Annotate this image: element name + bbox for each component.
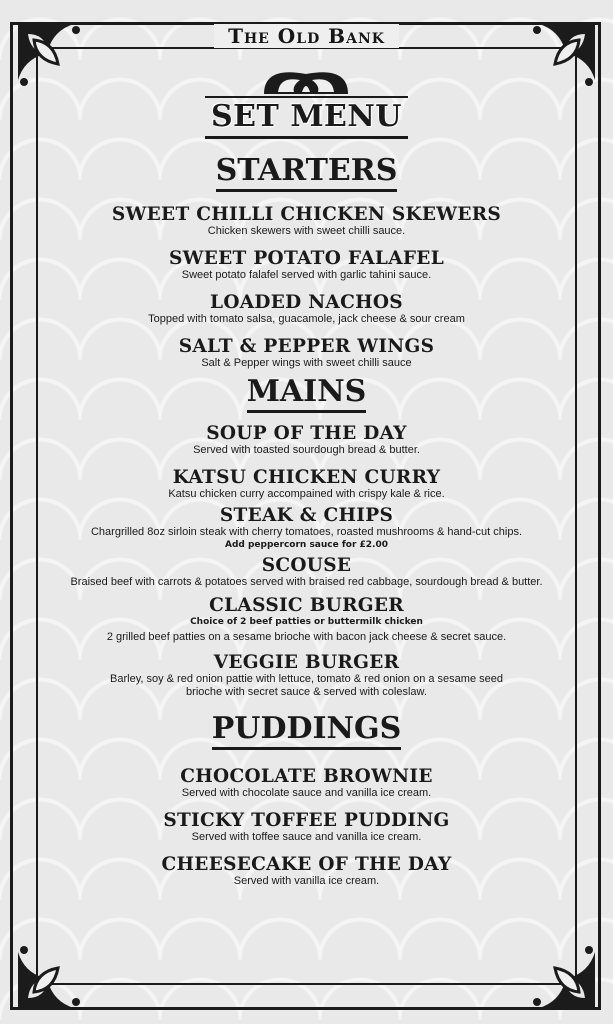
menu-item	[0, 505, 613, 551]
item-description: Served with toasted sourdough bread & butter.	[193, 444, 420, 456]
menu-item	[0, 595, 613, 644]
item-name: LOADED NACHOS	[210, 292, 403, 313]
item-description: Barley, soy & red onion pattie with lettuce, tomato & red onion on a sesame seed	[110, 673, 503, 685]
item-name: STICKY TOFFEE PUDDING	[163, 810, 450, 831]
item-note: Add peppercorn sauce for £2.00	[224, 540, 388, 550]
menu-item	[0, 854, 613, 888]
item-description: Braised beef with carrots & potatoes served with braised red cabbage, sourdough bread & butter.	[70, 576, 543, 588]
item-name: SWEET POTATO FALAFEL	[169, 248, 444, 269]
item-name: SWEET CHILLI CHICKEN SKEWERS	[111, 204, 502, 225]
section-heading-starters: STARTERS	[216, 153, 398, 192]
item-description: Served with toffee sauce and vanilla ice cream.	[191, 831, 422, 843]
item-description: Sweet potato falafel served with garlic tahini sauce.	[181, 269, 432, 281]
item-description: Chargrilled 8oz sirloin steak with cherry tomatoes, roasted mushrooms & hand-cut chips.	[90, 526, 523, 538]
item-name: STEAK & CHIPS	[219, 505, 394, 526]
menu-item	[0, 467, 613, 501]
item-name: CHEESECAKE OF THE DAY	[161, 854, 452, 875]
section-heading-puddings: PUDDINGS	[212, 711, 402, 750]
section-heading-mains: MAINS	[247, 374, 367, 413]
item-name: SALT & PEPPER WINGS	[178, 336, 435, 357]
item-name: SCOUSE	[261, 555, 352, 576]
menu-item	[0, 204, 613, 238]
menu-item	[0, 810, 613, 844]
item-description: Topped with tomato salsa, guacamole, jack cheese & sour cream	[148, 313, 465, 325]
menu-item	[0, 292, 613, 326]
item-description: Katsu chicken curry accompained with crispy kale & rice.	[168, 488, 445, 500]
item-description: Salt & Pepper wings with sweet chilli sauce	[201, 357, 412, 369]
corner-ornament-icon	[507, 920, 599, 1012]
menu-content	[0, 96, 613, 888]
item-name: CHOCOLATE BROWNIE	[180, 766, 433, 787]
item-description: 2 grilled beef patties on a sesame brioche with bacon jack cheese & secret sauce.	[106, 631, 507, 643]
corner-ornament-icon	[14, 920, 106, 1012]
menu-item	[0, 336, 613, 370]
item-description: Served with chocolate sauce and vanilla ice cream.	[181, 787, 432, 799]
crest-ornament-icon	[258, 62, 354, 96]
menu-item	[0, 423, 613, 457]
menu-item	[0, 766, 613, 800]
item-description: brioche with secret sauce & served with coleslaw.	[186, 686, 427, 698]
item-name: CLASSIC BURGER	[209, 595, 404, 616]
item-name: KATSU CHICKEN CURRY	[172, 467, 441, 488]
item-name: SOUP OF THE DAY	[206, 423, 407, 444]
menu-item	[0, 652, 613, 699]
menu-item	[0, 555, 613, 589]
menu-title: SET MENU	[205, 96, 408, 139]
menu-item	[0, 248, 613, 282]
venue-name: The Old Bank	[214, 24, 399, 48]
item-name: VEGGIE BURGER	[213, 652, 400, 673]
item-note: Choice of 2 beef patties or buttermilk chicken	[190, 617, 423, 627]
item-description: Chicken skewers with sweet chilli sauce.	[207, 225, 406, 237]
item-description: Served with vanilla ice cream.	[233, 875, 380, 887]
